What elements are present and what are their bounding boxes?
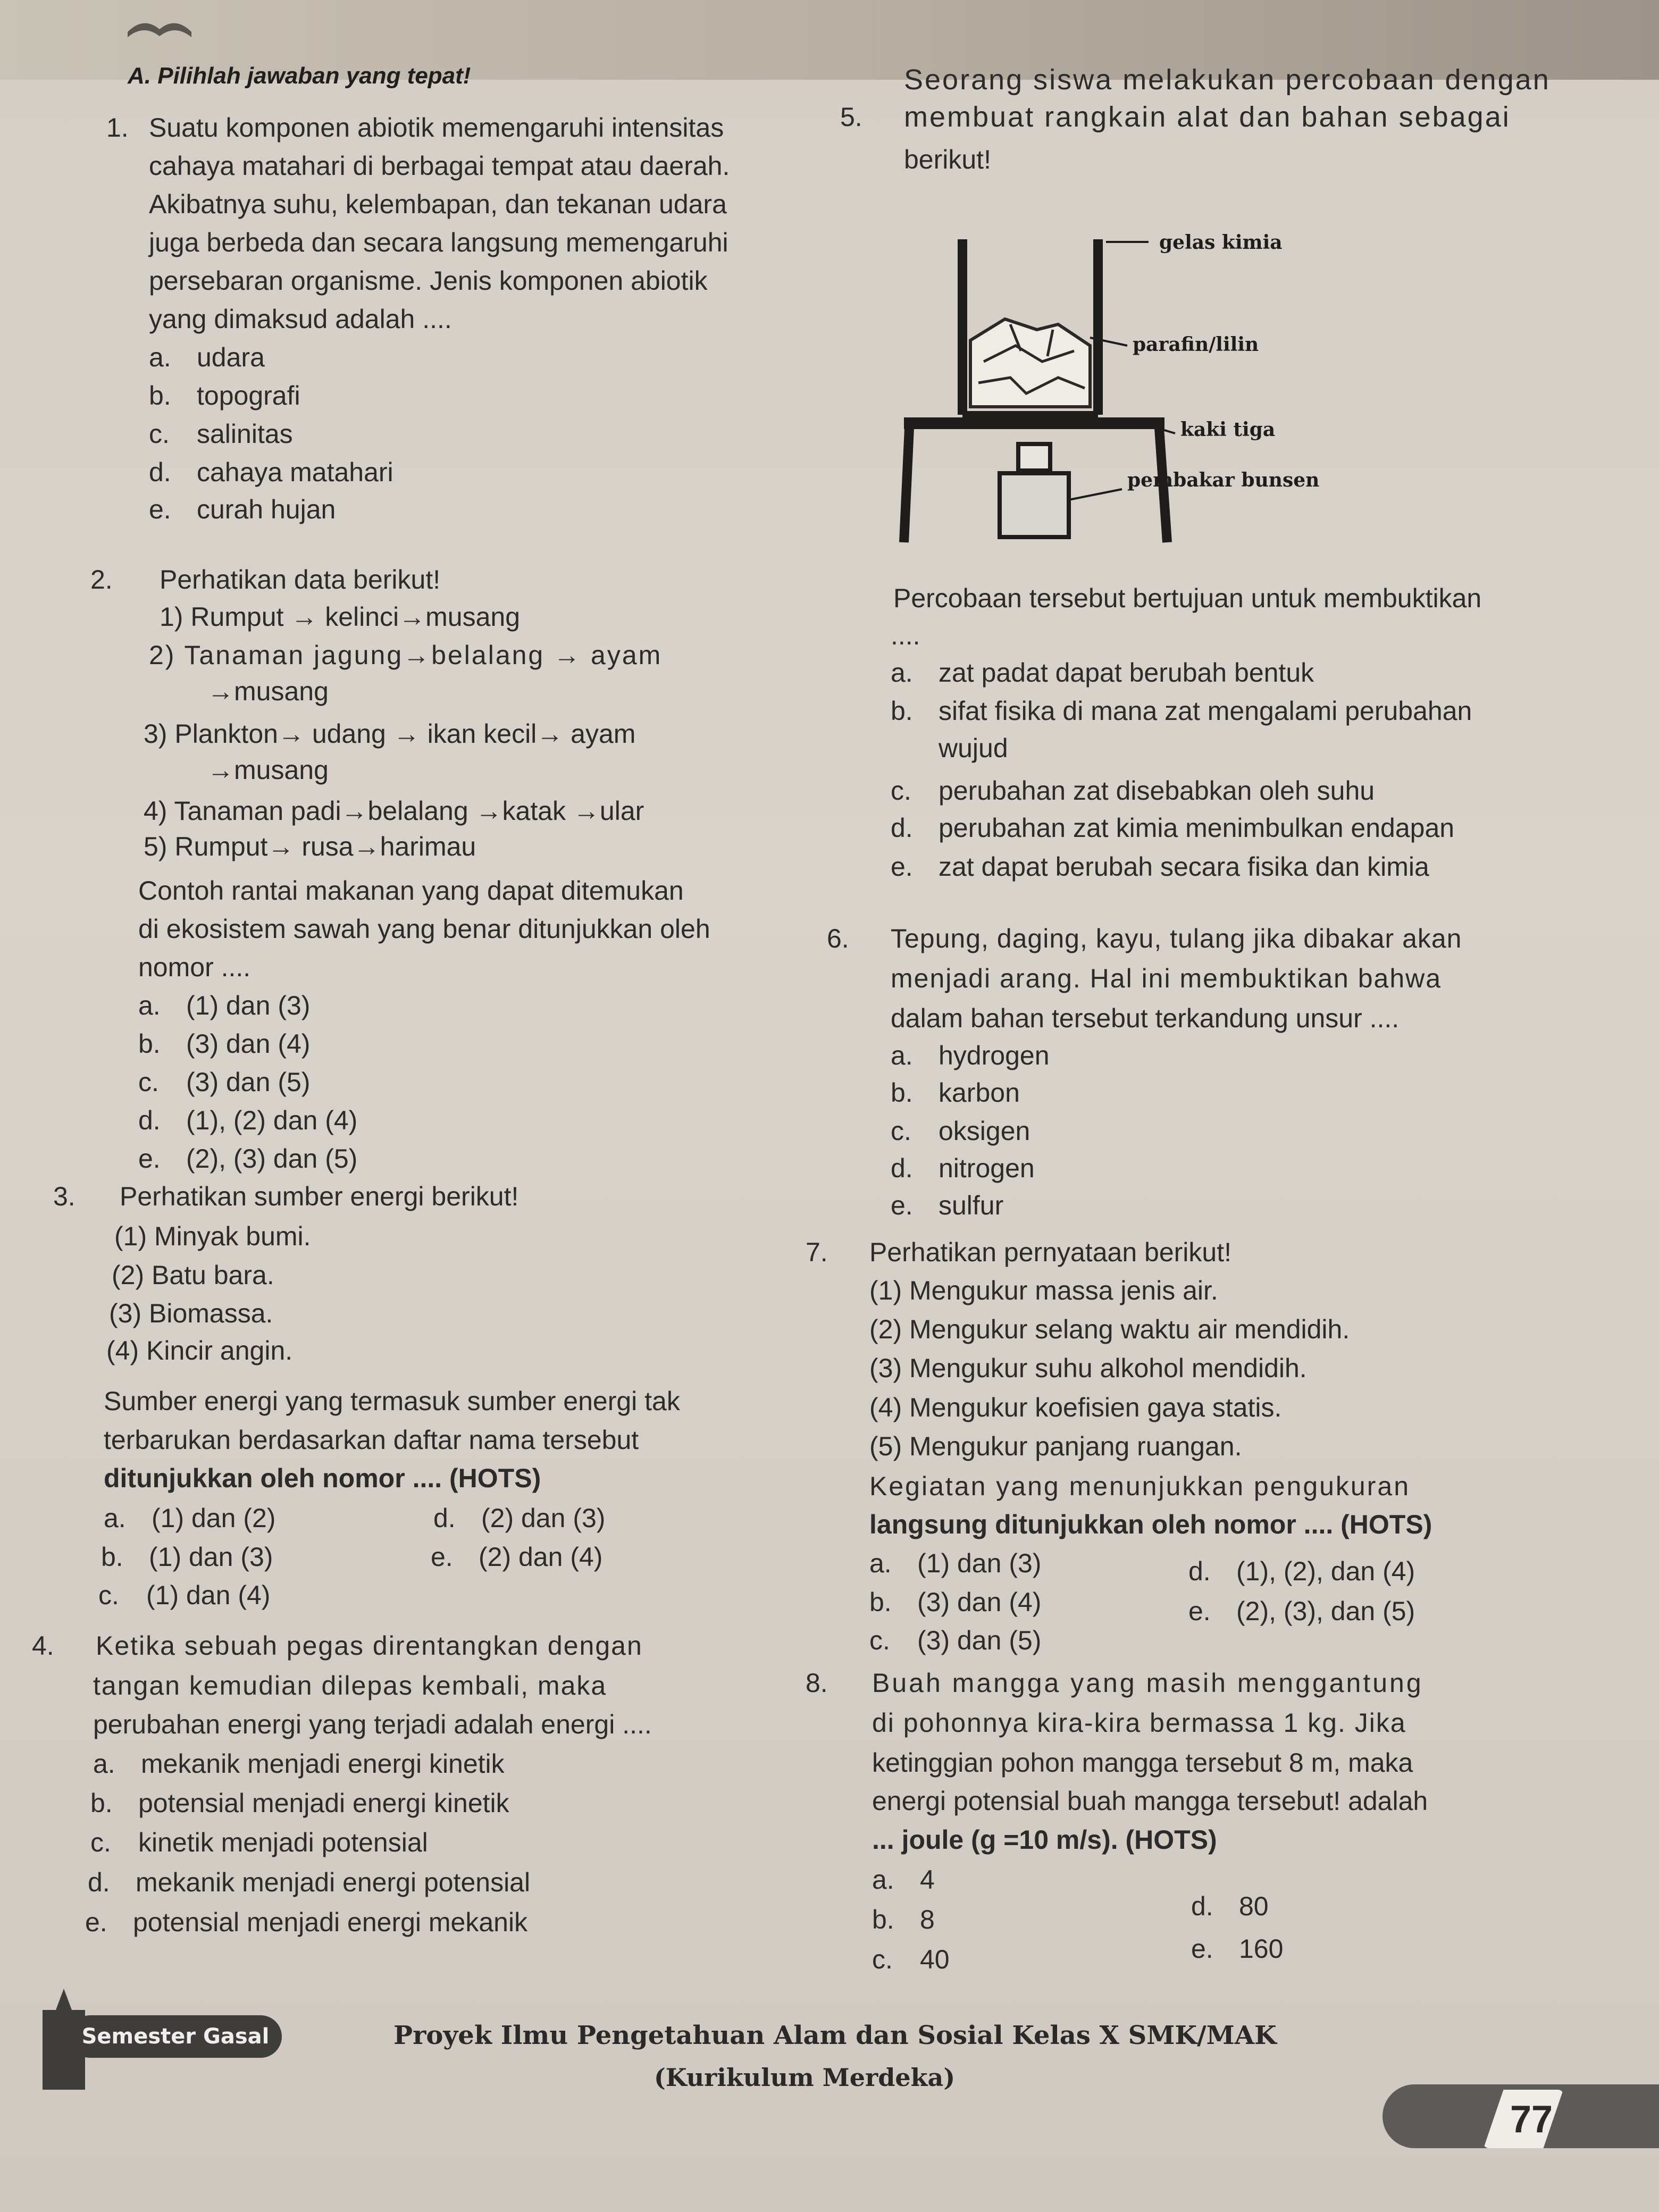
list-item: (2) Mengukur selang waktu air mendidih. bbox=[869, 1314, 1350, 1344]
list-item: 5) Rumput→ rusa→harimau bbox=[144, 832, 476, 861]
text-line: ditunjukkan oleh nomor .... (HOTS) bbox=[104, 1463, 541, 1493]
text-line: .... bbox=[891, 621, 920, 650]
text-line: Contoh rantai makanan yang dapat ditemukan bbox=[138, 876, 684, 906]
list-item: (2) Batu bara. bbox=[112, 1260, 274, 1290]
label-bunsen: pembakar bunsen bbox=[1127, 469, 1320, 491]
experiment-figure bbox=[899, 223, 1430, 553]
text-line: terbarukan berdasarkan daftar nama tersebut bbox=[104, 1425, 639, 1455]
list-item: (3) Mengukur suhu alkohol mendidih. bbox=[869, 1353, 1307, 1383]
text-line: di pohonnya kira-kira bermassa 1 kg. Jika bbox=[872, 1708, 1406, 1738]
label-paraffin: parafin/lilin bbox=[1133, 333, 1259, 356]
text-line: persebaran organisme. Jenis komponen abiotik bbox=[149, 266, 708, 296]
semester-badge: Semester Gasal bbox=[69, 2015, 282, 2058]
list-item: 3) Plankton→ udang → ikan kecil→ ayam bbox=[144, 719, 636, 749]
section-heading: A. Pilihlah jawaban yang tepat! bbox=[128, 63, 471, 89]
text-line: dalam bahan tersebut terkandung unsur .... bbox=[891, 1003, 1400, 1033]
question-number: 1. bbox=[106, 113, 129, 143]
question-number: 7. bbox=[806, 1237, 828, 1267]
question-number: 5. bbox=[840, 102, 862, 132]
question-number: 8. bbox=[806, 1668, 828, 1698]
list-item: (1) Minyak bumi. bbox=[114, 1221, 311, 1251]
text-line: di ekosistem sawah yang benar ditunjukkan oleh bbox=[138, 914, 710, 944]
left-column: 1. Suatu komponen abiotik memengaruhi intensitas cahaya matahari di berbagai tempat atau daerah. Akibatnya suhu, kelembapan, dan tekanan udara juga berbeda dan secara langsung memengaruhi persebaran organisme. Jenis komponen abiotik yang dimaksud adalah .... a. udara b. topografi c. salinitas d. cahaya matahari e. curah hujan 2. Perhatikan data berikut! 1) Rumput → kelinci→musang 2) Tanaman jagung→belalang → ayam →musang 3) Plankton→ udang → ikan kecil→ ayam →musang 4) Tanaman padi→belalang →katak →ular 5) Rumput→ rusa→harimau Contoh rantai makanan yang dapat ditemukan di ekosistem sawah yang benar ditunjukkan oleh nomor .... a. (1) dan (3) b. (3) dan (4) c. (3) dan (5) d. (1), (2) dan (4) e. (2), (3) dan (5) 3. Perhatikan sumber energi berikut! (1) Minyak bumi. (2) Batu bara. (3) Biomassa. (4) Kincir angin. Sumber energi yang termasuk sumber energi tak terbarukan berdasarkan daftar nama tersebut ditunjukkan oleh nomor .... (HOTS) a. (1) dan (2) b. (1) dan (3) c. (1) dan (4) d. (2) dan (3) e. (2) dan (4) 4. Ketika sebuah pegas direntangkan dengan tangan kemudian dilepas kembali, maka perubahan energi yang terjadi adalah energi .... a. mekanik menjadi energi kinetik b. potensial menjadi energi kinetik c. kinetik menjadi potensial d. mekanik menjadi energi potensial e. potensial menjadi energi mekanik bbox=[0, 0, 830, 1999]
question-number: 3. bbox=[53, 1182, 76, 1211]
text-line: Akibatnya suhu, kelembapan, dan tekanan udara bbox=[149, 189, 727, 219]
book-subtitle: (Kurikulum Merdeka) bbox=[654, 2063, 956, 2092]
text-line: Tepung, daging, kayu, tulang jika dibakar akan bbox=[891, 924, 1462, 953]
label-tripod: kaki tiga bbox=[1180, 418, 1276, 441]
right-column: 5. Seorang siswa melakukan percobaan dengan membuat rangkain alat dan bahan sebagai berikut! gelas kimia parafin/lilin kaki tiga pembakar bunsen Percobaan tersebut bertujuan untuk membuktikan .... a. zat padat dapat berubah bentuk b. sifat fisika di mana zat mengalami perubahan wujud c. perubahan zat disebabkan oleh suhu d. perubahan zat kimia menimbulkan endapan e. zat dapat berubah secara fisika dan kimia 6. Tepung, daging, kayu, tulang jika dibakar akan menjadi arang. Hal ini membuktikan bahwa dalam bahan tersebut terkandung unsur .... a. hydrogen b. karbon c. oksigen d. nitrogen e. sulfur 7. Perhatikan pernyataan berikut! (1) Mengukur massa jenis air. (2) Mengukur selang waktu air mendidih. (3) Mengukur suhu alkohol mendidih. (4) Mengukur koefisien gaya statis. (5) Mengukur panjang ruangan. Kegiatan yang menunjukkan pengukuran langsung ditunjukkan oleh nomor .... (HOTS) a. (1) dan (3) b. (3) dan (4) c. (3) dan (5) d. (1), (2), dan (4) e. (2), (3), dan (5) 8. Buah mangga yang masih menggantung di pohonnya kira-kira bermassa 1 kg. Jika ketinggian pohon mangga tersebut 8 m, maka energi potensial buah mangga tersebut! adalah ... joule (g =10 m/s). (HOTS) a. 4 b. 8 c. 40 d. 80 e. 160 bbox=[830, 0, 1659, 1999]
list-item: 4) Tanaman padi→belalang →katak →ular bbox=[144, 796, 644, 826]
question-number: 6. bbox=[827, 924, 849, 953]
list-item: 1) Rumput → kelinci→musang bbox=[160, 602, 521, 632]
text-line: Perhatikan pernyataan berikut! bbox=[869, 1237, 1231, 1267]
text-line: perubahan energi yang terjadi adalah energi .... bbox=[93, 1710, 652, 1739]
list-item: →musang bbox=[207, 676, 329, 706]
bunsen-burner-icon bbox=[1000, 444, 1069, 537]
text-line: langsung ditunjukkan oleh nomor .... (HOTS) bbox=[869, 1510, 1432, 1539]
text-line: Perhatikan data berikut! bbox=[160, 565, 441, 594]
text-line: ... joule (g =10 m/s). (HOTS) bbox=[872, 1825, 1217, 1855]
question-number: 4. bbox=[32, 1631, 54, 1661]
text-line: membuat rangkain alat dan bahan sebagai bbox=[904, 101, 1511, 133]
leader-line bbox=[1069, 489, 1122, 500]
text-line: berikut! bbox=[904, 145, 991, 174]
list-item: (1) Mengukur massa jenis air. bbox=[869, 1276, 1218, 1305]
list-item: (3) Biomassa. bbox=[109, 1298, 273, 1328]
text-line: menjadi arang. Hal ini membuktikan bahwa bbox=[891, 963, 1442, 993]
paraffin-wax bbox=[970, 319, 1090, 407]
text-line: Ketika sebuah pegas direntangkan dengan bbox=[96, 1631, 643, 1661]
list-item: (5) Mengukur panjang ruangan. bbox=[869, 1431, 1242, 1461]
text-line: Suatu komponen abiotik memengaruhi intensitas bbox=[149, 113, 724, 143]
label-beaker: gelas kimia bbox=[1159, 231, 1283, 254]
list-item: (4) Mengukur koefisien gaya statis. bbox=[869, 1393, 1282, 1422]
text-line: Kegiatan yang menunjukkan pengukuran bbox=[869, 1471, 1411, 1501]
list-item: (4) Kincir angin. bbox=[106, 1336, 293, 1365]
text-line: tangan kemudian dilepas kembali, maka bbox=[93, 1671, 607, 1700]
list-item: 2) Tanaman jagung→belalang → ayam bbox=[149, 640, 663, 670]
text-line: cahaya matahari di berbagai tempat atau daerah. bbox=[149, 151, 730, 181]
text-line: ketinggian pohon mangga tersebut 8 m, maka bbox=[872, 1748, 1413, 1778]
text-line: Sumber energi yang termasuk sumber energi tak bbox=[104, 1386, 680, 1416]
text-line: Perhatikan sumber energi berikut! bbox=[120, 1182, 519, 1211]
text-line: energi potensial buah mangga tersebut! adalah bbox=[872, 1786, 1428, 1816]
text-line: Percobaan tersebut bertujuan untuk membuktikan bbox=[893, 583, 1482, 613]
text-line: Seorang siswa melakukan percobaan dengan bbox=[904, 64, 1551, 96]
text-line: yang dimaksud adalah .... bbox=[149, 304, 452, 334]
text-line: Buah mangga yang masih menggantung bbox=[872, 1668, 1423, 1698]
list-item: →musang bbox=[207, 755, 329, 785]
book-title: Proyek Ilmu Pengetahuan Alam dan Sosial Kelas X SMK/MAK bbox=[393, 2021, 1277, 2050]
page-number: 77 bbox=[1510, 2098, 1553, 2141]
text-line: juga berbeda dan secara langsung memengaruhi bbox=[149, 228, 728, 257]
question-number: 2. bbox=[90, 565, 113, 594]
text-line: nomor .... bbox=[138, 952, 251, 982]
